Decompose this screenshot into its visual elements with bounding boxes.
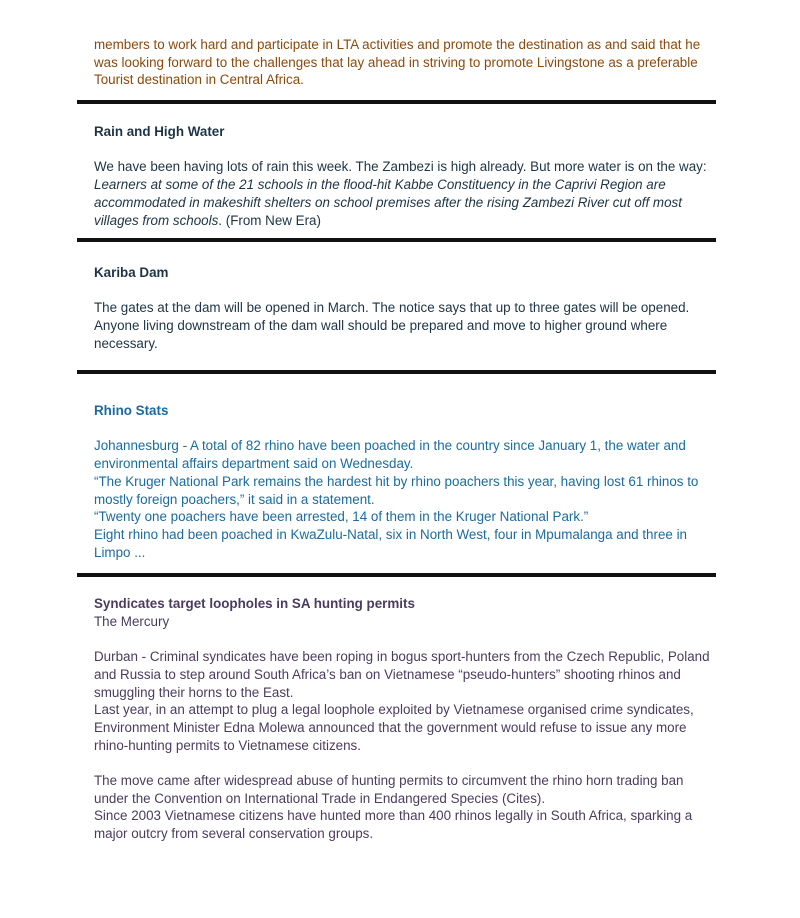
syndicates-source: The Mercury <box>94 613 170 629</box>
rain-quote-text: Learners at some of the 21 schools in the flood-hit Kabbe Constituency in the Caprivi Region are accommodated in makeshift shelters on school premises after the rising Zambezi River cut off most villages from schools <box>94 177 682 228</box>
syndicates-section <box>94 595 714 843</box>
section-divider <box>77 573 716 577</box>
intro-section <box>94 36 714 89</box>
syndicates-heading: Syndicates target loopholes in SA hunting permits <box>94 596 415 611</box>
rhino-paragraph: Eight rhino had been poached in KwaZulu-Natal, six in North West, four in Mpumalanga and three in Limpo ... <box>94 526 687 560</box>
kariba-paragraph: The gates at the dam will be opened in March. The notice says that up to three gates will be opened. Anyone living downstream of the dam wall should be prepared and move to higher ground where necessary. <box>94 300 690 351</box>
rhino-paragraph: “The Kruger National Park remains the hardest hit by rhino poachers this year, having lost 61 rhinos to mostly foreign poachers,” it said in a statement. <box>94 473 699 507</box>
rhino-paragraph: “Twenty one poachers have been arrested, 14 of them in the Kruger National Park.” <box>94 509 589 525</box>
rhino-section <box>94 402 714 561</box>
rain-paragraph <box>94 158 714 229</box>
syndicates-paragraph: The move came after widespread abuse of hunting permits to circumvent the rhino horn trading ban under the Convention on International Trade in Endangered Species (Cites). <box>94 773 684 806</box>
rhino-heading: Rhino Stats <box>94 403 169 418</box>
section-divider <box>77 370 716 374</box>
kariba-heading: Kariba Dam <box>94 265 169 280</box>
rain-lead-text: We have been having lots of rain this week. The Zambezi is high already. But more water is on the way: <box>94 159 707 175</box>
syndicates-paragraph: Durban - Criminal syndicates have been roping in bogus sport-hunters from the Czech Republic, Poland and Russia to step around South Africa’s ban on Vietnamese “pseudo-hunters” shooting rhinos and smuggling their horns to the East. <box>94 649 710 700</box>
rain-source-text: . (From New Era) <box>218 212 321 228</box>
syndicates-paragraph: Last year, in an attempt to plug a legal loophole exploited by Vietnamese organised crime syndicates, Environment Minister Edna Molewa announced that the government would refuse to issue any more rhino-hunting permits to Vietnamese citizens. <box>94 702 694 753</box>
syndicates-paragraph: Since 2003 Vietnamese citizens have hunted more than 400 rhinos legally in South Africa, sparking a major outcry from several conservation groups. <box>94 808 693 842</box>
kariba-section <box>94 264 714 353</box>
section-divider <box>77 238 716 242</box>
rain-section <box>94 123 714 229</box>
intro-paragraph: members to work hard and participate in LTA activities and promote the destination as and said that he was looking forward to the challenges that lay ahead in striving to promote Livingstone as a preferable Tourist destination in Central Africa. <box>94 37 701 88</box>
rain-heading: Rain and High Water <box>94 124 225 139</box>
rhino-paragraph: Johannesburg - A total of 82 rhino have been poached in the country since January 1, the water and environmental affairs department said on Wednesday. <box>94 438 686 472</box>
section-divider <box>77 100 716 104</box>
